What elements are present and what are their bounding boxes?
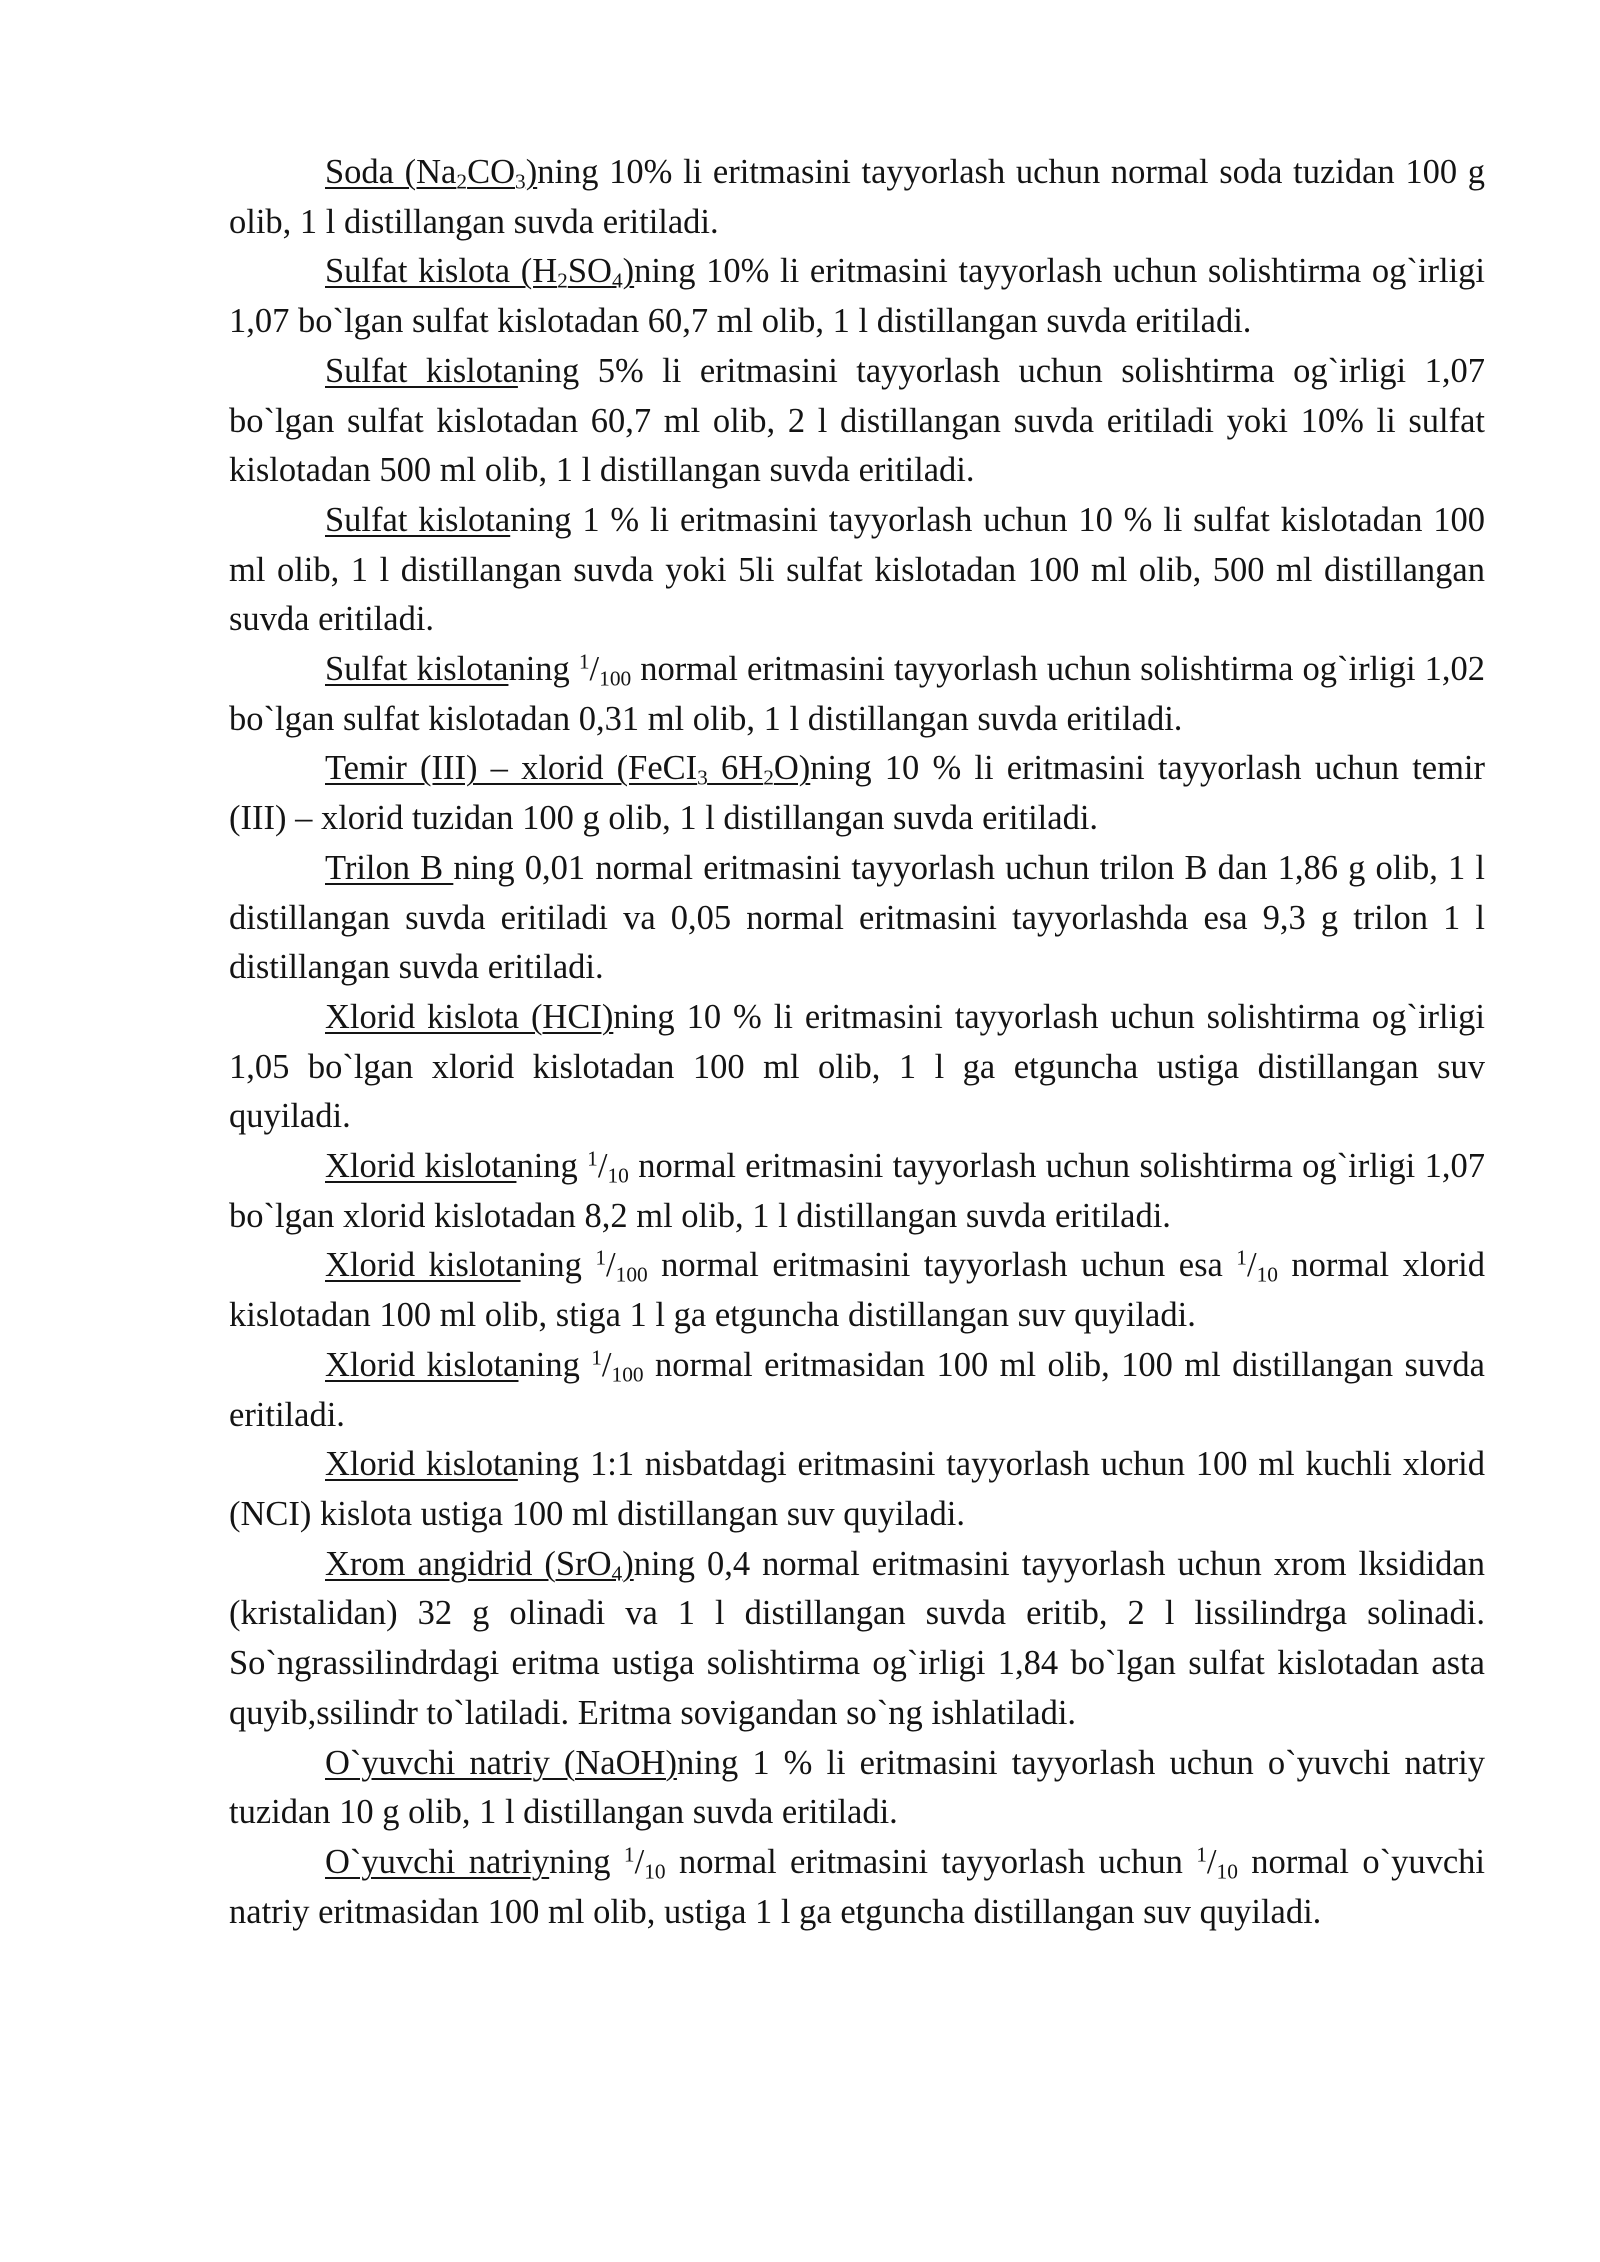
- paragraph-text: /: [589, 650, 600, 689]
- reagent-text: Xlorid kislota: [325, 1445, 518, 1484]
- formula-subscript: 3: [697, 765, 708, 790]
- reagent-text: ): [525, 153, 538, 191]
- paragraph-xlorid-1-100-b: [229, 1341, 1485, 1440]
- paragraph-text: ning 1 % li eritmasini tayyorlash uchun o`yuvchi natriy tuzidan 10 g olib, 1 l distillangan suvda eritiladi.: [229, 1743, 1486, 1832]
- paragraph-text: ning 5% li eritmasini tayyorlash uchun solishtirma og`irligi 1,07 bo`lgan sulfat kislotadan 60,7 ml olib, 2 l distillangan suvda eritiladi yoki 10% li sulfat kislotadan 500 ml olib, 1 l distillangan suvda eritiladi.: [229, 351, 1485, 490]
- reagent-text: O): [773, 749, 811, 788]
- reagent-text: Xrom angidrid (SrO: [325, 1544, 612, 1583]
- paragraph-text: ning 0,01 normal eritmasini tayyorlash uchun trilon B dan 1,86 g olib, 1 l distillangan suvda eritiladi va 0,05 normal eritmasini tayyorlashda esa 9,3 g trilon 1 l distillangan suvda eritiladi.: [229, 848, 1485, 987]
- reagent-name: [325, 1843, 549, 1881]
- paragraph-text: normal o`yuvchi natriy eritmasidan 100 ml olib, ustiga 1 l ga etguncha distillangan suv quyiladi.: [229, 1842, 1486, 1931]
- paragraph-text: ning: [516, 1147, 588, 1186]
- reagent-name: [325, 1544, 634, 1586]
- formula-subscript: 2: [456, 169, 468, 194]
- paragraph-text: ning 10 % li eritmasini tayyorlash uchun temir (III) – xlorid tuzidan 100 g olib, 1 l distillangan suvda eritiladi.: [229, 749, 1485, 838]
- reagent-name: [325, 998, 613, 1036]
- paragraph-text: /: [597, 1147, 608, 1186]
- reagent-text: O`yuvchi natriy (NaOH): [325, 1743, 677, 1782]
- reagent-name: [325, 153, 538, 194]
- paragraph-sulfat-1: [229, 496, 1485, 645]
- fraction-numerator: 1: [587, 1146, 598, 1171]
- paragraph-xlorid-1-10: [229, 1142, 1485, 1241]
- reagent-text: SO: [567, 252, 612, 291]
- reagent-text: Sulfat kislota: [325, 500, 511, 539]
- reagent-text: ): [622, 1544, 634, 1583]
- reagent-name: [325, 1246, 521, 1284]
- fraction-numerator: 1: [578, 649, 590, 674]
- paragraph-oyuvchi-1-10: [229, 1838, 1485, 1937]
- paragraph-xrom: [229, 1540, 1485, 1739]
- reagent-text: Soda (Na: [325, 153, 457, 191]
- fraction-denominator: 10: [1256, 1262, 1278, 1287]
- reagent-text: Xlorid kislota: [325, 1147, 517, 1186]
- fraction-numerator: 1: [1236, 1245, 1247, 1270]
- reagent-text: CO: [467, 153, 515, 191]
- reagent-text: O`yuvchi natriy: [325, 1842, 550, 1881]
- reagent-text: Temir (III) – xlorid (FeCI: [325, 749, 698, 788]
- paragraph-text: /: [601, 1345, 612, 1384]
- paragraph-text: /: [606, 1246, 616, 1285]
- paragraph-text: ning 10% li eritmasini tayyorlash uchun normal soda tuzidan 100 g olib, 1 l distillangan suvda eritiladi.: [229, 153, 1485, 241]
- paragraph-text: ning 10% li eritmasini tayyorlash uchun solishtirma og`irligi 1,07 bo`lgan sulfat kislotadan 60,7 ml olib, 1 l distillangan suvda eritiladi.: [229, 252, 1485, 341]
- fraction-numerator: 1: [591, 1345, 602, 1370]
- paragraph-trilon: [229, 844, 1485, 993]
- formula-subscript: 4: [611, 268, 623, 293]
- reagent-text: Sulfat kislota: [325, 351, 518, 390]
- reagent-text: Xlorid kislota: [325, 1246, 521, 1285]
- paragraph-text: normal eritmasini tayyorlash uchun esa: [647, 1246, 1237, 1285]
- paragraph-sulfat-5: [229, 347, 1485, 496]
- reagent-name: [325, 352, 518, 390]
- fraction-denominator: 10: [1216, 1859, 1238, 1884]
- fraction-numerator: 1: [1196, 1842, 1207, 1867]
- paragraph-temir: [229, 744, 1485, 843]
- paragraph-text: ning: [549, 1842, 624, 1881]
- paragraph-text: ning 10 % li eritmasini tayyorlash uchun solishtirma og`irligi 1,05 bo`lgan xlorid kislotadan 100 ml olib, 1 l ga etguncha ustiga distillangan suv quyiladi.: [229, 997, 1485, 1136]
- reagent-name: [325, 849, 453, 887]
- paragraph-text: ning 1:1 nisbatdagi eritmasini tayyorlash uchun 100 ml kuchli xlorid (NCI) kislota ustiga 100 ml distillangan suv quyiladi.: [229, 1445, 1485, 1533]
- formula-subscript: 3: [515, 169, 526, 194]
- reagent-name: [325, 1346, 518, 1384]
- paragraph-sulfat-1-100: [229, 645, 1485, 744]
- paragraph-xlorid-1-1: [229, 1440, 1485, 1539]
- fraction-denominator: 10: [607, 1163, 629, 1188]
- paragraph-text: normal eritmasini tayyorlash uchun: [665, 1842, 1197, 1881]
- reagent-text: ): [622, 252, 635, 291]
- paragraph-text: /: [634, 1842, 645, 1881]
- reagent-name: [325, 1744, 677, 1782]
- document-page: [229, 148, 1485, 1937]
- formula-subscript: 4: [611, 1561, 623, 1586]
- fraction-denominator: 100: [599, 666, 632, 691]
- reagent-text: Sulfat kislota (H: [325, 252, 558, 291]
- paragraph-text: ning 0,4 normal eritmasini tayyorlash uchun xrom lksididan (kristalidan) 32 g olinadi va 1 l distillangan suvda eritib, 2 l lissilindrga solinadi. So`ngrassilindrdagi eritma ustiga solishtirma og`irligi 1,84 bo`lgan sulfat kislotadan asta quyib,ssilindr to`latiladi. Eritma sovigandan so`ng ishlatiladi.: [229, 1544, 1485, 1732]
- paragraph-text: ning 1 % li eritmasini tayyorlash uchun 10 % li sulfat kislotadan 100 ml olib, 1 l distillangan suvda yoki 5li sulfat kislotadan 100 ml olib, 500 ml distillangan suvda eritiladi.: [229, 500, 1485, 639]
- reagent-name: [325, 501, 510, 539]
- paragraph-text: normal eritmasini tayyorlash uchun solishtirma og`irligi 1,07 bo`lgan xlorid kislotadan 8,2 ml olib, 1 l distillangan suvda eritiladi.: [229, 1147, 1485, 1235]
- paragraph-text: ning: [508, 650, 579, 689]
- reagent-name: [325, 650, 508, 688]
- paragraph-oyuvchi-1: [229, 1739, 1485, 1838]
- paragraph-text: normal eritmasini tayyorlash uchun solishtirma og`irligi 1,02 bo`lgan sulfat kislotadan 0,31 ml olib, 1 l distillangan suvda eritiladi.: [229, 650, 1485, 738]
- fraction-denominator: 100: [615, 1262, 648, 1287]
- paragraph-text: /: [1206, 1842, 1217, 1881]
- paragraph-soda: [229, 148, 1485, 247]
- reagent-name: [325, 1445, 518, 1483]
- paragraph-xlorid-1-100-a: [229, 1241, 1485, 1340]
- reagent-text: Sulfat kislota: [325, 650, 509, 689]
- paragraph-text: ning: [520, 1246, 596, 1285]
- paragraph-text: normal xlorid kislotadan 100 ml olib, stiga 1 l ga etguncha distillangan suv quyiladi.: [229, 1246, 1486, 1335]
- paragraph-xlorid-10: [229, 993, 1485, 1142]
- reagent-name: [325, 749, 811, 790]
- fraction-numerator: 1: [595, 1245, 607, 1270]
- reagent-text: Xlorid kislota (HCI): [325, 997, 614, 1036]
- formula-subscript: 2: [763, 765, 774, 790]
- fraction-denominator: 10: [644, 1859, 666, 1884]
- paragraph-sulfat-10: [229, 247, 1485, 346]
- formula-subscript: 2: [557, 268, 568, 293]
- fraction-numerator: 1: [623, 1842, 635, 1867]
- reagent-name: [325, 252, 635, 293]
- fraction-denominator: 100: [611, 1362, 644, 1387]
- reagent-name: [325, 1147, 516, 1185]
- reagent-text: 6H: [707, 749, 764, 788]
- paragraph-text: /: [1246, 1246, 1257, 1285]
- reagent-text: Trilon B: [325, 848, 454, 887]
- paragraph-text: ning: [518, 1345, 592, 1384]
- paragraph-text: normal eritmasidan 100 ml olib, 100 ml distillangan suvda eritiladi.: [229, 1345, 1485, 1434]
- reagent-text: Xlorid kislota: [325, 1345, 519, 1384]
